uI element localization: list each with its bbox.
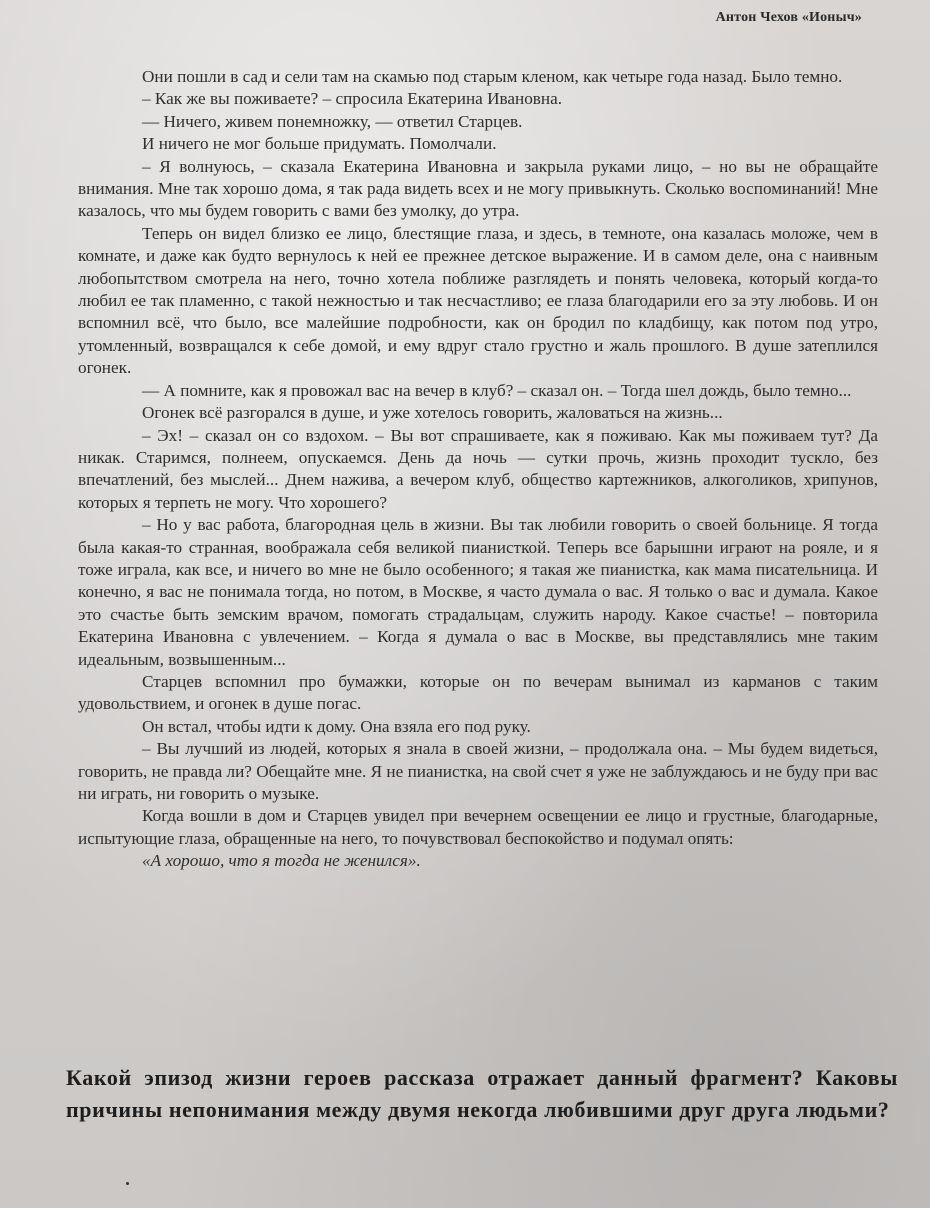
paragraph: – Я волнуюсь, – сказала Екатерина Ивановна и закрыла руками лицо, – но вы не обращайте внимания. Мне так хорошо дома, я так рада видеть всех и не могу привыкнуть. Сколько воспоминаний! Мне казалось, что мы будем говорить с вами без умолку, до утра.: [78, 156, 878, 221]
quoted-thought: «А хорошо, что я тогда не женился».: [142, 851, 421, 871]
paragraph: Когда вошли в дом и Старцев увидел при вечернем освещении ее лицо и грустные, благодарные, испытующие глаза, обращенные на него, то почувствовал беспокойство и подумал опять:: [78, 806, 878, 848]
story-excerpt: [78, 66, 878, 873]
paragraph: Старцев вспомнил про бумажки, которые он по вечерам вынимал из карманов с таким удовольствием, и огонек в душе погас.: [78, 671, 878, 714]
paragraph: — Ничего, живем понемножку, — ответил Старцев.: [142, 111, 523, 131]
paragraph: – Но у вас работа, благородная цель в жизни. Вы так любили говорить о своей больнице. Я тогда была какая-то странная, воображала себя великой пианисткой. Теперь все барышни играют на рояле, и я тоже играла, как все, и ничего во мне не было особенного; я такая же пианистка, как мама писательница. И конечно, я вас не понимала тогда, но потом, в Москве, я часто думала о вас. Я только о вас и думала. Какое это счастье быть земским врачом, помогать страдальцам, служить народу. Какое счастье! – повторила Екатерина Ивановна с увлечением. – Когда я думала о вас в Москве, вы представлялись мне таким идеальным, возвышенным...: [78, 515, 878, 669]
paragraph: – Эх! – сказал он со вздохом. – Вы вот спрашиваете, как я поживаю. Как мы поживаем тут? Да никак. Старимся, полнеем, опускаемся. День да ночь — сутки прочь, жизнь проходит тускло, без впечатлений, без мыслей... Днем нажива, а вечером клуб, общество картежников, алкоголиков, хрипунов, которых я терпеть не могу. Что хорошего?: [78, 425, 878, 512]
paragraph: Они пошли в сад и сели там на скамью под старым кленом, как четыре года назад. Было темно.: [142, 67, 843, 86]
paragraph: – Как же вы поживаете? – спросила Екатерина Ивановна.: [142, 89, 563, 109]
paragraph: Огонек всё разгорался в душе, и уже хотелось говорить, жаловаться на жизнь...: [142, 403, 723, 423]
document-header: Антон Чехов «Ионыч»: [715, 10, 862, 25]
paragraph: И ничего не мог больше придумать. Помолчали.: [142, 134, 497, 154]
paragraph: — А помните, как я провожал вас на вечер в клуб? – сказал он. – Тогда шел дождь, было темно...: [142, 380, 852, 400]
paragraph: – Вы лучший из людей, которых я знала в своей жизни, – продолжала она. – Мы будем видеться, говорить, не правда ли? Обещайте мне. Я не пианистка, на свой счет я уже не заблуждаюсь и не буду при вас ни играть, ни говорить о музыке.: [78, 739, 878, 803]
ink-dot: [126, 1182, 129, 1185]
paragraph: Теперь он видел близко ее лицо, блестящие глаза, и здесь, в темноте, она казалась моложе, чем в комнате, и даже как будто вернулось к ней ее прежнее детское выражение. И в самом деле, она с наивным любопытством смотрела на него, точно хотела поближе разглядеть и понять человека, который когда-то любил ее так пламенно, с такой нежностью и так несчастливо; ее глаза благодарили его за эту любовь. И он вспомнил всё, что было, все малейшие подробности, как он бродил по кладбищу, как потом под утро, утомленный, возвращался к себе домой, и ему вдруг стало грустно и жаль прошлого. В душе затеплился огонек.: [78, 223, 878, 378]
paragraph: Он встал, чтобы идти к дому. Она взяла его под руку.: [142, 716, 531, 736]
question-text: Какой эпизод жизни героев рассказа отражает данный фрагмент? Каковы причины непонимания между двумя некогда любившими друг друга людьми?: [66, 1065, 898, 1122]
